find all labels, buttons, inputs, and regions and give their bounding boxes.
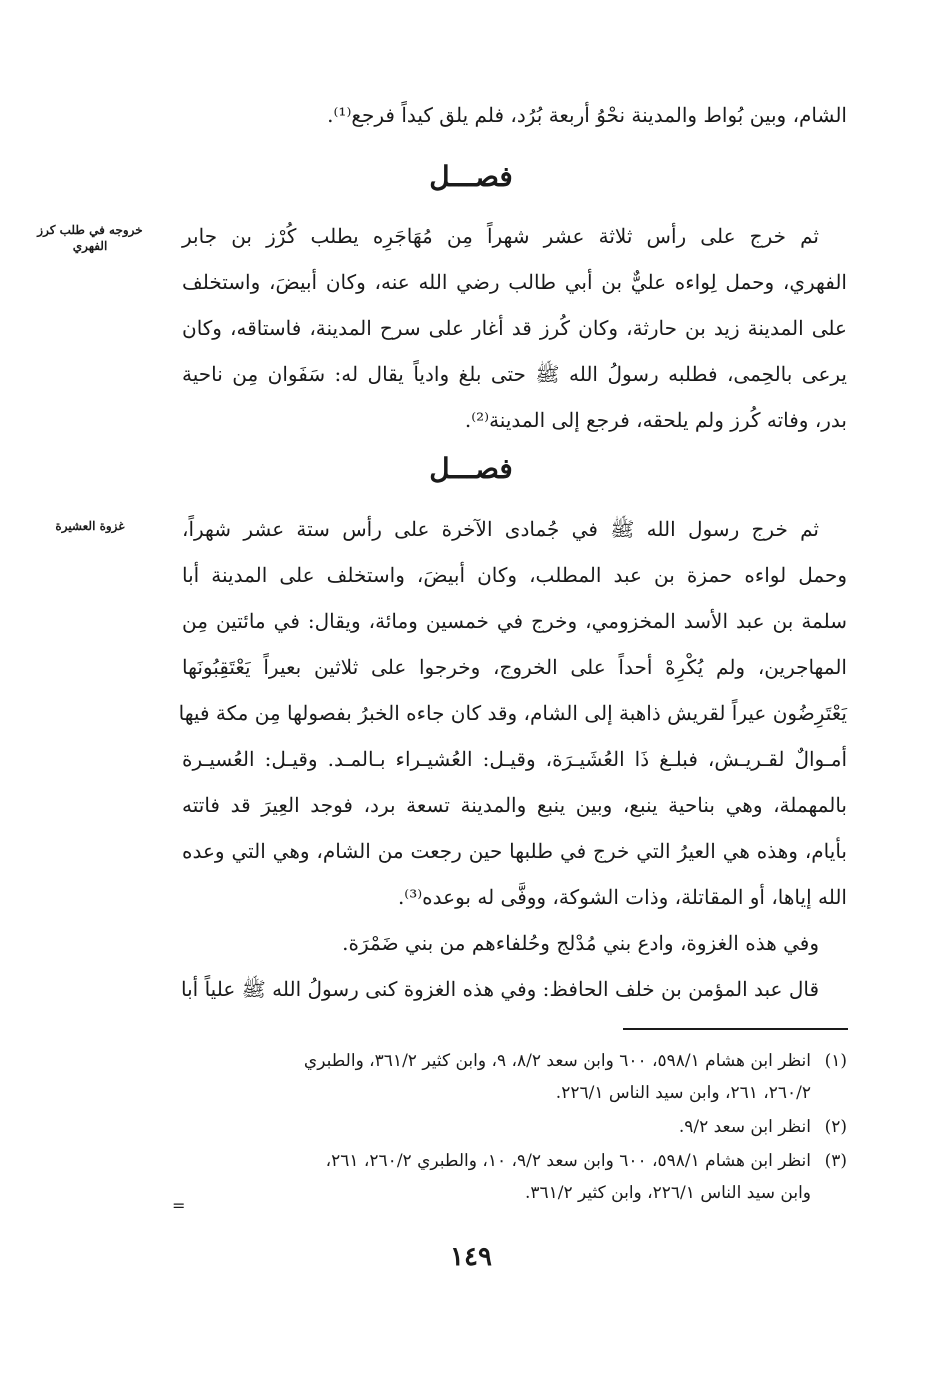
section-heading: فصـــل: [429, 160, 513, 193]
footnote-line: انظر ابن هشام ٥٩٨/١، ٦٠٠ وابن سعد ٩/٢، ١٠، والطبري ٢٦٠/٢، ٢٦١،: [325, 1151, 811, 1171]
paragraph: [182, 213, 847, 443]
footnote: [147, 1145, 847, 1209]
section-heading: فصـــل: [429, 452, 513, 485]
footnote-line: ٢٦٠/٢، ٢٦١، وابن سيد الناس ٢٢٦/١.: [555, 1083, 811, 1103]
margin-note: غزوة العشيرة: [55, 519, 125, 533]
text-line: المهاجرين، ولم يُكْرِهْ أحداً على الخروج، وخرجوا على ثلاثين بعيراً يَعْتَقِبُونَها: [182, 655, 847, 679]
text-line: الشام، وبين بُواط والمدينة نحْوُ أربعة بُرُد، فلم يلق كيداً فرجع⁽¹⁾.: [327, 103, 847, 127]
page-number: ١٤٩: [450, 1242, 492, 1272]
footnote-number: (٢): [824, 1117, 847, 1137]
footnote-line: وابن سيد الناس ٢٢٦/١، وابن كثير ٣٦١/٢.: [524, 1183, 811, 1203]
footnote: [147, 1045, 847, 1109]
text-line: الفهري، وحمل لِواءه عليٌّ بن أبي طالب رضي الله عنه، وكان أبيضَ، واستخلف: [182, 270, 847, 294]
text-line: بأيام، وهذه هي العيرُ التي خرج في طلبها حين رجعت من الشام، وهي التي وعده: [182, 839, 847, 863]
footnote-divider: [623, 1028, 848, 1030]
footnote-number: (٣): [824, 1151, 847, 1171]
section-body: [182, 213, 847, 443]
paragraph: [182, 920, 847, 966]
text-line: أمـوالٌ لقـريـش، فبلـغ ذَا العُشَيـرَة، وقيـل: العُشيـراء بـالمـد. وقيـل: العُسيـرة: [182, 747, 847, 771]
text-line: يَعْتَرِضُون عيراً لقريش ذاهبة إلى الشام، وقد كان جاءه الخبرُ بفصولها مِن مكة فيها: [178, 701, 847, 725]
text-line: وفي هذه الغزوة، وادع بني مُدْلج وحُلفاءهم من بني ضَمْرَة.: [342, 931, 819, 955]
paragraph: [182, 966, 847, 1012]
footnote-line: انظر ابن سعد ٩/٢.: [678, 1117, 811, 1137]
footnote-line: انظر ابن هشام ٥٩٨/١، ٦٠٠ وابن سعد ٨/٢، ٩، وابن كثير ٣٦١/٢، والطبري: [303, 1051, 811, 1071]
text-line: يرعى بالحِمى، فطلبه رسولُ الله ﷺ حتى بلغ وادياً يقال له: سَفَوان مِن ناحية: [182, 362, 847, 386]
text-line: وحمل لواءه حمزة بن عبد المطلب، وكان أبيضَ، واستخلف على المدينة أبا: [182, 563, 847, 587]
margin-note: خروجه في طلب كرز الفهري: [37, 223, 143, 253]
text-line: سلمة بن عبد الأسد المخزومي، وخرج في خمسين ومائة، ويقال: في مائتين مِن: [182, 609, 847, 633]
text-line: الله إياها، أو المقاتلة، وذات الشوكة، ووفَّى له بوعده⁽³⁾.: [397, 885, 847, 909]
top-paragraph: [182, 92, 847, 138]
text-line: قال عبد المؤمن بن خلف الحافظ: وفي هذه الغزوة كنى رسولُ الله ﷺ علياً أبا: [181, 977, 819, 1001]
footnote-number: (١): [824, 1051, 847, 1071]
footnote: [147, 1111, 847, 1143]
paragraph: [178, 506, 847, 920]
section-body: [178, 506, 847, 1012]
text-line: ثم خرج على رأس ثلاثة عشر شهراً مِن مُهَاجَرِه يطلب كُرْز بن جابر: [182, 224, 819, 248]
text-line: بالمهملة، وهي بناحية ينبع، وبين ينبع والمدينة تسعة برد، فوجد العِيرَ قد فاتته: [182, 793, 847, 817]
text-line: بدر، وفاته كُرز ولم يلحقه، فرجع إلى المدينة⁽²⁾.: [464, 408, 847, 432]
text-line: على المدينة زيد بن حارثة، وكان كُرز قد أغار على سرح المدينة، فاستاقه، وكان: [182, 316, 847, 340]
continuation-mark: =: [172, 1196, 186, 1215]
text-line: ثم خرج رسول الله ﷺ في جُمادى الآخرة على رأس ستة عشر شهراً،: [182, 517, 819, 541]
footnotes: [147, 1045, 847, 1211]
